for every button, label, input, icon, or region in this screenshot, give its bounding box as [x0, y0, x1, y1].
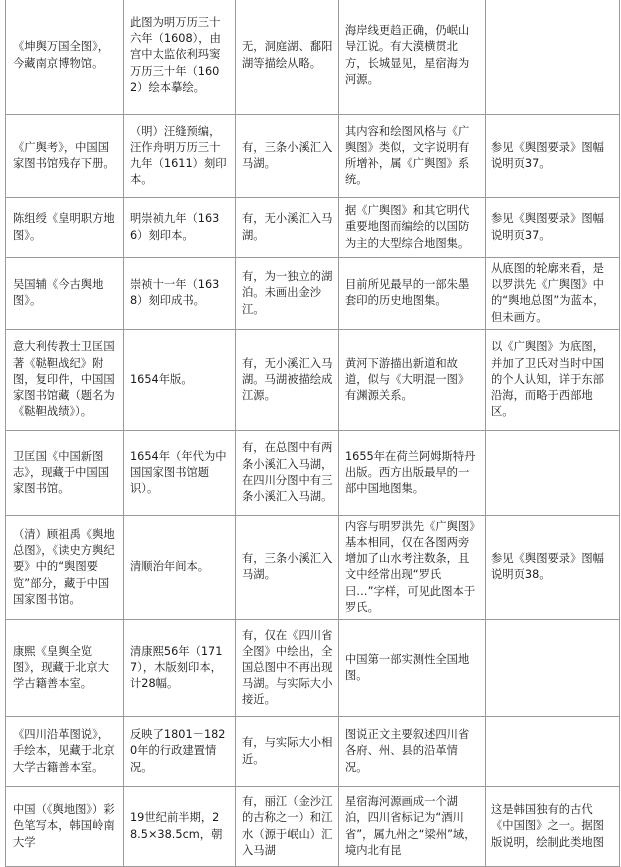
cell-features: 黄河下游描出新道和故道，似与《大明混一图》有渊源关系。 [339, 329, 486, 430]
cell-date: 此图为明万历三十六年（1608），由宫中太监依利玛窦万历三十年（1602）绘本摹绘。 [124, 0, 236, 115]
cell-source: 康熙《皇舆全览图》，现藏于北京大学古籍善本室。 [6, 620, 124, 717]
table-row [6, 717, 620, 787]
cell-depiction: 有，无小溪汇入马湖。马湖被描绘成江源。 [236, 329, 339, 430]
cell-source: 陈组绶《皇明职方地图》。 [6, 198, 124, 258]
table-row [6, 430, 620, 515]
cell-source: 中国（《舆地图》）彩色笔写本，韩国岭南大学 [6, 787, 124, 867]
cell-notes [486, 620, 620, 717]
cell-features: 内容与明罗洪先《广舆图》基本相同，仅在各图两旁增加了山水考注数条，且文中经常出现“罗氏曰…”字样，可见此图本于罗氏。 [339, 515, 486, 619]
historical-maps-table [5, 0, 620, 867]
cell-date: （明）汪缝预编，汪作舟明万历三十九年（1611）刻印本。 [124, 115, 236, 198]
table-row [6, 258, 620, 330]
table-row [6, 620, 620, 717]
cell-features: 据《广舆图》和其它明代重要地图而编绘的以国防为主的大型综合地图集。 [339, 198, 486, 258]
cell-date: 1654年（年代为中国国家图书馆题识）。 [124, 430, 236, 515]
cell-date: 清顺治年间本。 [124, 515, 236, 619]
cell-notes: 参见《舆图要录》图幅说明页38。 [486, 515, 620, 619]
cell-date: 反映了1801－1820年的行政建置情况。 [124, 717, 236, 787]
cell-source: 吴国辅《今古舆地图》。 [6, 258, 124, 330]
cell-features: 其内容和绘图风格与《广舆图》类似，文字说明有所增补，属《广舆图》系统。 [339, 115, 486, 198]
cell-notes: 以《广舆图》为底图，并加了卫氏对当时中国的个人认知，详于东部沿海，而略于西部地区。 [486, 329, 620, 430]
cell-depiction: 有，三条小溪汇入马湖。 [236, 115, 339, 198]
cell-depiction: 有，无小溪汇入马湖。 [236, 198, 339, 258]
cell-features: 1655年在荷兰阿姆斯特丹出版。西方出版最早的一部中国地图集。 [339, 430, 486, 515]
cell-date: 明崇祯九年（1636）刻印本。 [124, 198, 236, 258]
cell-depiction: 有，与实际大小相近。 [236, 717, 339, 787]
cell-notes [486, 0, 620, 115]
cell-features: 图说正文主要叙述四川省各府、州、县的沿革情况。 [339, 717, 486, 787]
cell-features: 星宿海河源画成一个湖泊，四川省标记为“酒川省”，属九州之“梁州”域，境内北有昆 [339, 787, 486, 867]
cell-source: 《广舆考》，中国国家图书馆残存下册。 [6, 115, 124, 198]
cell-features: 海岸线更趋正确，仍岷山导江说。有大漠横贯北方，长城显见，星宿海为河源。 [339, 0, 486, 115]
cell-depiction: 有，三条小溪汇入马湖。 [236, 515, 339, 619]
cell-date: 19世纪前半期，28.5×38.5cm，朝 [124, 787, 236, 867]
cell-date: 1654年版。 [124, 329, 236, 430]
cell-depiction: 有，为一独立的湖泊。未画出金沙江。 [236, 258, 339, 330]
cell-depiction: 有，仅在《四川省全图》中绘出，全国总图中不再出现马湖。与实际大小接近。 [236, 620, 339, 717]
table-row [6, 198, 620, 258]
table-row [6, 515, 620, 619]
cell-features: 中国第一部实测性全国地图。 [339, 620, 486, 717]
cell-notes: 参见《舆图要录》图幅说明页37。 [486, 198, 620, 258]
cell-notes: 从底图的轮廓来看，是以罗洪先《广舆图》中的“舆地总图”为蓝本，但未画方。 [486, 258, 620, 330]
cell-source: （清）顾祖禹《舆地总图》，《读史方舆纪要》中的“舆图要览”部分，藏于中国国家图书馆。 [6, 515, 124, 619]
table-row [6, 329, 620, 430]
cell-notes: 这是韩国独有的古代《中国图》之一。据图版说明，绘制此类地图 [486, 787, 620, 867]
cell-depiction: 有，丽江（金沙江的古称之一）和江水（源于岷山）汇入马湖 [236, 787, 339, 867]
cell-source: 卫匡国《中国新图志》，现藏于中国国家图书馆。 [6, 430, 124, 515]
table-row [6, 0, 620, 115]
table-row [6, 787, 620, 867]
table-body [6, 0, 620, 867]
cell-features: 目前所见最早的一部朱墨套印的历史地图集。 [339, 258, 486, 330]
cell-notes [486, 717, 620, 787]
cell-source: 《四川沿革图说》，手绘本，见藏于北京大学古籍善本室。 [6, 717, 124, 787]
cell-source: 《坤舆万国全图》，今藏南京博物馆。 [6, 0, 124, 115]
cell-depiction: 无，洞庭湖、鄱阳湖等描绘从略。 [236, 0, 339, 115]
table-row [6, 115, 620, 198]
cell-notes: 参见《舆图要录》图幅说明页37。 [486, 115, 620, 198]
cell-source: 意大利传教士卫匡国著《鞑靼战纪》附图，复印件，中国国家图书馆藏（题名为《鞑靼战绩》）。 [6, 329, 124, 430]
cell-date: 崇祯十一年（1638）刻印成书。 [124, 258, 236, 330]
cell-notes [486, 430, 620, 515]
cell-date: 清康熙56年（1717），木版刻印本，计28幅。 [124, 620, 236, 717]
cell-depiction: 有，在总图中有两条小溪汇入马湖，在四川分图中有三条小溪汇入马湖。 [236, 430, 339, 515]
